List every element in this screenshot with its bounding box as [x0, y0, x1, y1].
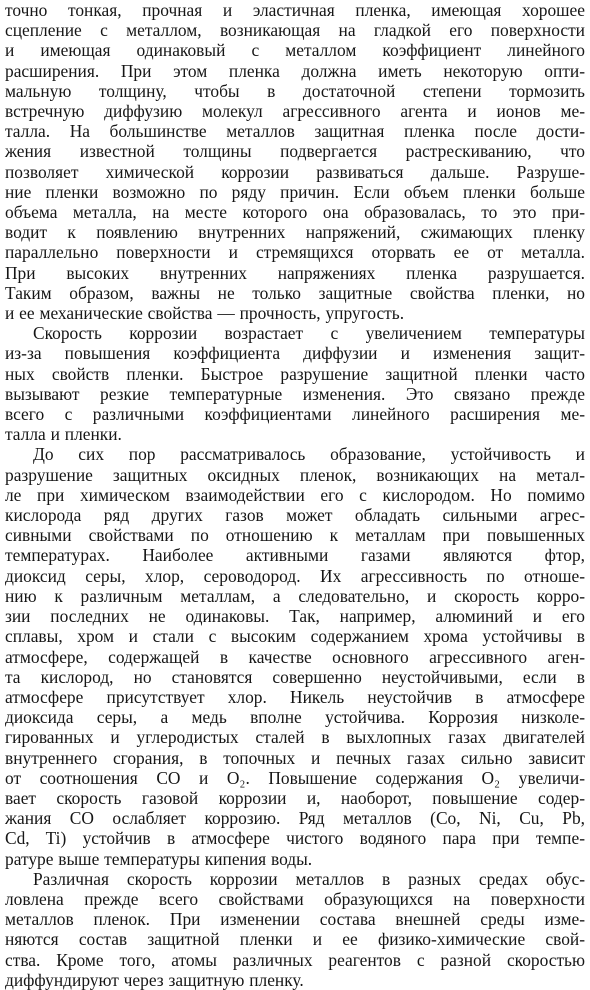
text-line: До сих пор рассматривалось образование, устойчивость и: [33, 444, 585, 465]
text-line: расширения. При этом пленка должна иметь некоторую опти-: [5, 60, 585, 81]
text-line: ных свойств пленки. Быстрое разрушение защитной пленки часто: [5, 363, 585, 384]
text-line: водит к появлению внутренних напряжений, сжимающих пленку: [5, 222, 585, 243]
text-line: гированных и углеродистых сталей в выхлопных газах двигателей: [5, 727, 585, 748]
paragraph-1: [5, 0, 585, 323]
text-line: Скорость коррозии возрастает с увеличением температуры: [33, 323, 585, 344]
text-line: разрушение защитных оксидных пленок, возникающих на метал-: [5, 464, 585, 485]
text-line: из-за повышения коэффициента диффузии и изменения защит-: [5, 343, 585, 364]
text-line: талла и пленки.: [5, 424, 122, 445]
text-line: зии последних не одинаковы. Так, например, алюминий и его: [5, 606, 585, 627]
paragraph-3: [5, 444, 585, 868]
text-line: и имеющая одинаковый с металлом коэффициент линейного: [5, 40, 585, 61]
text-line: Таким образом, важны не только защитные свойства пленки, но: [5, 282, 585, 303]
text-line: точно тонкая, прочная и эластичная пленка, имеющая хорошее: [5, 0, 585, 20]
text-line: вызывают резкие температурные изменения. Это связано прежде: [5, 383, 585, 404]
text-line: диффундируют через защитную пленку.: [5, 969, 304, 990]
text-line: внутреннего сгорания, в топочных и печных газах сильно зависит: [5, 747, 585, 768]
text-line: кислорода ряд других газов может обладать сильными агрес-: [5, 505, 585, 526]
text-line: При высоких внутренних напряжениях пленка разрушается.: [5, 262, 585, 283]
text-line: нию к различным металлам, а следовательно, и скорость корро-: [5, 585, 585, 606]
text-line: параллельно поверхности и стремящихся оторвать ее от металла.: [5, 242, 585, 263]
text-line: ние пленки возможно по ряду причин. Если объем пленки больше: [5, 181, 585, 202]
text-line: объема металла, на месте которого она образовалась, то это при-: [5, 202, 585, 223]
paragraph-4: [5, 869, 585, 990]
text-line: всего с различными коэффициентами линейного расширения ме-: [5, 404, 585, 425]
text-line: мальную толщину, чтобы в достаточной степени тормозить: [5, 80, 585, 101]
text-line: Различная скорость коррозии металлов в разных средах обус-: [33, 868, 585, 889]
paragraph-2: [5, 323, 585, 444]
text-line: сивными свойствами по отношению к металлам при повышенных: [5, 525, 585, 546]
text-line: от соотношения CO и O₂. Повышение содержания O₂ увеличи-: [5, 767, 585, 788]
text-line: и ее механические свойства — прочность, упругость.: [5, 303, 405, 324]
text-line: ратуре выше температуры кипения воды.: [5, 848, 313, 869]
text-line: ле при химическом взаимодействии его с кислородом. Но помимо: [5, 484, 585, 505]
text-line: сплавы, хром и стали с высоким содержанием хрома устойчивы в: [5, 626, 585, 647]
text-line: няются состав защитной пленки и ее физико-химические свой-: [5, 929, 585, 950]
text-line: позволяет химической коррозии развиваться дальше. Разруше-: [5, 161, 585, 182]
text-line: ловлена прежде всего свойствами образующихся на поверхности: [5, 888, 585, 909]
text-line: ства. Кроме того, атомы различных реагентов с разной скоростью: [5, 949, 585, 970]
text-line: диоксида серы, а медь вполне устойчива. Коррозия низколе-: [5, 707, 585, 728]
text-line: жания CO ослабляет коррозию. Ряд металлов (Co, Ni, Cu, Pb,: [5, 808, 585, 829]
text-line: температурах. Наиболее активными газами являются фтор,: [5, 545, 585, 566]
text-line: Cd, Ti) устойчив в атмосфере чистого водяного пара при темпе-: [5, 828, 585, 849]
text-line: та кислород, но становятся совершенно неустойчивыми, если в: [5, 666, 585, 687]
text-line: жения известной толщины подвергается растрескиванию, что: [5, 141, 585, 162]
text-line: диоксид серы, хлор, сероводород. Их агрессивность по отноше-: [5, 565, 585, 586]
text-line: атмосфере присутствует хлор. Никель неустойчив в атмосфере: [5, 686, 585, 707]
text-line: встречную диффузию молекул агрессивного агента и ионов ме-: [5, 101, 585, 122]
text-line: металлов пленок. При изменении состава внешней среды изме-: [5, 909, 585, 930]
text-line: вает скорость газовой коррозии и, наоборот, повышение содер-: [5, 787, 585, 808]
document-page: [5, 0, 585, 990]
text-line: сцепление с металлом, возникающая на гладкой его поверхности: [5, 20, 585, 41]
text-line: атмосфере, содержащей в качестве основного агрессивного аген-: [5, 646, 585, 667]
text-line: талла. На большинстве металлов защитная пленка после дости-: [5, 121, 585, 142]
